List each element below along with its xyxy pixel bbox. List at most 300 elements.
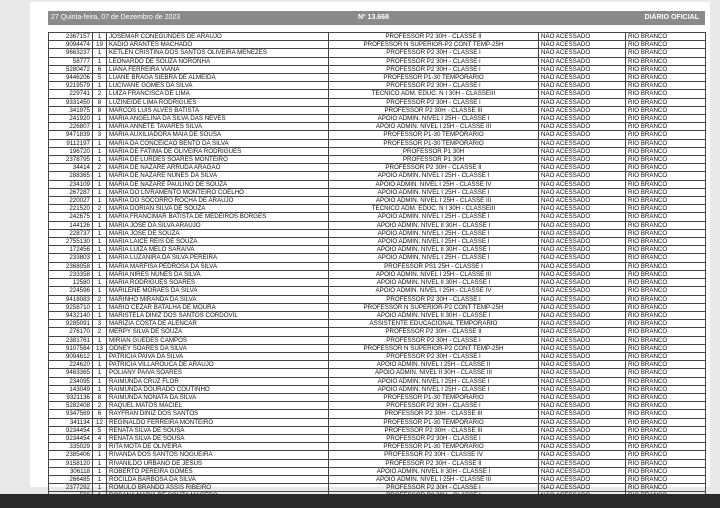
- cell-municipio: RIO BRANCO: [626, 41, 706, 49]
- cell-vinculo: 2: [93, 164, 107, 172]
- cell-nome: MARILENE MORAES DA SILVA: [107, 287, 329, 295]
- cell-matricula: 9663237: [49, 49, 93, 57]
- cell-situacao: NÃO ACESSADO: [539, 443, 626, 451]
- cell-municipio: RIO BRANCO: [626, 320, 706, 328]
- cell-situacao: NÃO ACESSADO: [539, 475, 626, 483]
- cell-cargo: APOIO ADMIN. NIVEL II 30H - CLASSE I: [329, 221, 539, 229]
- cell-cargo: APOIO ADMIN. NIVEL II 30H - CLASSE I: [329, 279, 539, 287]
- cell-cargo: PROFESSOR P1-30 TEMPORARIO: [329, 74, 539, 82]
- table-row: [49, 49, 706, 57]
- cell-municipio: RIO BRANCO: [626, 221, 706, 229]
- cell-vinculo: 1: [93, 147, 107, 155]
- cell-cargo: PROFESSOR P2 30H - CLASSE III: [329, 410, 539, 418]
- cell-cargo: APOIO ADMIN. NIVEL I 25H - CLASSE I: [329, 254, 539, 262]
- cell-nome: MARIA DO SOCORRO ROCHA DE ARAUJO: [107, 197, 329, 205]
- cell-vinculo: 1: [93, 484, 107, 492]
- cell-matricula: 2381761: [49, 336, 93, 344]
- cell-municipio: RIO BRANCO: [626, 303, 706, 311]
- cell-situacao: NÃO ACESSADO: [539, 65, 626, 73]
- cell-municipio: RIO BRANCO: [626, 98, 706, 106]
- cell-cargo: APOIO ADMIN. NIVEL II 30H - CLASSE I: [329, 311, 539, 319]
- cell-cargo: PROFESSOR P2 30H - CLASSE II: [329, 328, 539, 336]
- cell-municipio: RIO BRANCO: [626, 74, 706, 82]
- cell-matricula: 224596: [49, 287, 93, 295]
- cell-cargo: TECNICO ADM. EDUC. N I 30H - CLASSEIII: [329, 205, 539, 213]
- cell-vinculo: 1: [93, 123, 107, 131]
- cell-cargo: PROFESSOR P2 30H - CLASSE I: [329, 295, 539, 303]
- cell-vinculo: 13: [93, 344, 107, 352]
- table-row: [49, 74, 706, 82]
- cell-vinculo: 1: [93, 33, 107, 41]
- cell-vinculo: 6: [93, 410, 107, 418]
- cell-matricula: 228737: [49, 229, 93, 237]
- cell-matricula: 9107584: [49, 344, 93, 352]
- cell-nome: ROCILDA BARBOSA DA SILVA: [107, 475, 329, 483]
- table-row: [49, 279, 706, 287]
- cell-vinculo: 3: [93, 131, 107, 139]
- cell-matricula: 234109: [49, 180, 93, 188]
- cell-situacao: NÃO ACESSADO: [539, 320, 626, 328]
- cell-nome: MARIA DE NAZARE PAULINO DE SOUZA: [107, 180, 329, 188]
- cell-municipio: RIO BRANCO: [626, 57, 706, 65]
- cell-matricula: 233803: [49, 254, 93, 262]
- cell-municipio: RIO BRANCO: [626, 336, 706, 344]
- cell-municipio: RIO BRANCO: [626, 410, 706, 418]
- cell-situacao: NÃO ACESSADO: [539, 164, 626, 172]
- cell-situacao: NÃO ACESSADO: [539, 115, 626, 123]
- cell-matricula: 220027: [49, 197, 93, 205]
- cell-vinculo: 1: [93, 57, 107, 65]
- cell-nome: MARIA DO LIVRAMENTO MONTEIRO COELHO: [107, 188, 329, 196]
- table-row: [49, 443, 706, 451]
- cell-nome: MIRIAN GUEDES CAMPOS: [107, 336, 329, 344]
- cell-municipio: RIO BRANCO: [626, 361, 706, 369]
- cell-matricula: 341975: [49, 106, 93, 114]
- cell-situacao: NÃO ACESSADO: [539, 295, 626, 303]
- cell-nome: MARCOS LUIS ALVES BATISTA: [107, 106, 329, 114]
- cell-municipio: RIO BRANCO: [626, 418, 706, 426]
- cell-cargo: PROFESSOR N SUPERIOR-P2 CONT TEMP-25H: [329, 303, 539, 311]
- cell-municipio: RIO BRANCO: [626, 238, 706, 246]
- table-row: [49, 180, 706, 188]
- cell-cargo: PROFESSOR P2 30H - CLASSE I: [329, 57, 539, 65]
- cell-nome: RAYFRAN DINIZ DOS SANTOS: [107, 410, 329, 418]
- cell-nome: MARIA LUZANIRA DA SILVA PEREIRA: [107, 254, 329, 262]
- table-row: [49, 467, 706, 475]
- cell-vinculo: 2: [93, 205, 107, 213]
- cell-municipio: RIO BRANCO: [626, 484, 706, 492]
- cell-nome: MARIA JOSE DA SILVA ARAUJO: [107, 221, 329, 229]
- cell-vinculo: 12: [93, 418, 107, 426]
- cell-situacao: NÃO ACESSADO: [539, 180, 626, 188]
- table-row: [49, 475, 706, 483]
- cell-matricula: 172456: [49, 246, 93, 254]
- cell-matricula: 288365: [49, 172, 93, 180]
- cell-matricula: 335029: [49, 443, 93, 451]
- cell-nome: PATRICIA VILLAROUCA DE ARAUJO: [107, 361, 329, 369]
- cell-cargo: PROFESSOR P2 30H - CLASSE I: [329, 49, 539, 57]
- cell-vinculo: 2: [93, 295, 107, 303]
- cell-matricula: 341134: [49, 418, 93, 426]
- cell-matricula: 5280472: [49, 65, 93, 73]
- cell-municipio: RIO BRANCO: [626, 443, 706, 451]
- table-row: [49, 377, 706, 385]
- cell-municipio: RIO BRANCO: [626, 229, 706, 237]
- cell-vinculo: 1: [93, 238, 107, 246]
- table-row: [49, 385, 706, 393]
- cell-vinculo: 1: [93, 254, 107, 262]
- cell-cargo: PROFESSOR P1-30 TEMPORARIO: [329, 393, 539, 401]
- cell-situacao: NÃO ACESSADO: [539, 352, 626, 360]
- cell-situacao: NÃO ACESSADO: [539, 172, 626, 180]
- cell-nome: MARIA DORIAN SILVA DE SOUZA: [107, 205, 329, 213]
- cell-cargo: PROFESSOR P1-30 TEMPORARIO: [329, 139, 539, 147]
- cell-municipio: RIO BRANCO: [626, 393, 706, 401]
- cell-matricula: 12580: [49, 279, 93, 287]
- cell-situacao: NÃO ACESSADO: [539, 484, 626, 492]
- cell-situacao: NÃO ACESSADO: [539, 123, 626, 131]
- table-row: [49, 254, 706, 262]
- cell-cargo: APOIO ADMIN. NIVEL I 25H - CLASSE I: [329, 377, 539, 385]
- cell-cargo: PROFESSOR P2 30H - CLASSE I: [329, 336, 539, 344]
- cell-cargo: PROFESSOR PS1 25H - CLASSE I: [329, 262, 539, 270]
- cell-cargo: APOIO ADMIN. NIVEL I 25H - CLASSE I: [329, 385, 539, 393]
- cell-situacao: NÃO ACESSADO: [539, 82, 626, 90]
- cell-matricula: 266485: [49, 475, 93, 483]
- cell-vinculo: 3: [93, 320, 107, 328]
- cell-vinculo: 1: [93, 467, 107, 475]
- cell-matricula: 233358: [49, 270, 93, 278]
- cell-municipio: RIO BRANCO: [626, 475, 706, 483]
- cell-cargo: PROFESSOR P2 30H - CLASSE I: [329, 484, 539, 492]
- cell-vinculo: 1: [93, 115, 107, 123]
- cell-nome: MARIA ANGELINA DA SILVA DAS NEVES: [107, 115, 329, 123]
- cell-nome: MARIA DE NAZARE ARRUDA ARAGAO: [107, 164, 329, 172]
- cell-nome: REGINALDO FERREIRA MONTEIRO: [107, 418, 329, 426]
- cell-nome: RENATA SILVA DE SOUSA: [107, 426, 329, 434]
- cell-municipio: RIO BRANCO: [626, 426, 706, 434]
- cell-municipio: RIO BRANCO: [626, 434, 706, 442]
- cell-municipio: RIO BRANCO: [626, 65, 706, 73]
- cell-vinculo: 1: [93, 180, 107, 188]
- cell-situacao: NÃO ACESSADO: [539, 33, 626, 41]
- cell-municipio: RIO BRANCO: [626, 197, 706, 205]
- cell-nome: MARIA NIRES NUNES DA SILVA: [107, 270, 329, 278]
- cell-cargo: PROFESSOR P2 30H - CLASSE I: [329, 82, 539, 90]
- cell-situacao: NÃO ACESSADO: [539, 197, 626, 205]
- cell-vinculo: 3: [93, 443, 107, 451]
- cell-situacao: NÃO ACESSADO: [539, 467, 626, 475]
- cell-nome: MERPY SILVA DE SOUZA: [107, 328, 329, 336]
- cell-municipio: RIO BRANCO: [626, 123, 706, 131]
- cell-matricula: 9094612: [49, 352, 93, 360]
- cell-cargo: APOIO ADMIN. NIVEL I 25H - CLASSE IV: [329, 287, 539, 295]
- table-row: [49, 82, 706, 90]
- cell-municipio: RIO BRANCO: [626, 156, 706, 164]
- cell-vinculo: 1: [93, 451, 107, 459]
- cell-matricula: 9347569: [49, 410, 93, 418]
- cell-vinculo: 1: [93, 197, 107, 205]
- cell-vinculo: 1: [93, 459, 107, 467]
- cell-nome: LUCIVANE GOMES DA SILVA: [107, 82, 329, 90]
- cell-matricula: 9219579: [49, 82, 93, 90]
- table-row: [49, 123, 706, 131]
- cell-situacao: NÃO ACESSADO: [539, 49, 626, 57]
- cell-matricula: 9158120: [49, 459, 93, 467]
- cell-municipio: RIO BRANCO: [626, 295, 706, 303]
- cell-nome: MARIA AUXILIADORA MAIA DE SOUSA: [107, 131, 329, 139]
- cell-situacao: NÃO ACESSADO: [539, 262, 626, 270]
- table-row: [49, 361, 706, 369]
- cell-vinculo: 1: [93, 311, 107, 319]
- cell-vinculo: 1: [93, 172, 107, 180]
- cell-municipio: RIO BRANCO: [626, 279, 706, 287]
- table-row: [49, 311, 706, 319]
- table-row: [49, 434, 706, 442]
- table-row: [49, 320, 706, 328]
- cell-cargo: PROFESSOR P1 30H: [329, 156, 539, 164]
- header-date: 27 Quinta-feira, 07 de Dezembro de 2023: [51, 14, 181, 21]
- cell-vinculo: 6: [93, 65, 107, 73]
- cell-situacao: NÃO ACESSADO: [539, 287, 626, 295]
- cell-situacao: NÃO ACESSADO: [539, 213, 626, 221]
- cell-nome: MARIA FRANCIMAR BATISTA DE MEDEIROS BORGES: [107, 213, 329, 221]
- table-row: [49, 147, 706, 155]
- cell-matricula: 9331450: [49, 98, 93, 106]
- table-row: [49, 451, 706, 459]
- staff-table: [48, 32, 706, 501]
- cell-vinculo: 8: [93, 393, 107, 401]
- cell-situacao: NÃO ACESSADO: [539, 451, 626, 459]
- table-row: [49, 426, 706, 434]
- table-row: [49, 172, 706, 180]
- cell-vinculo: 1: [93, 385, 107, 393]
- cell-situacao: NÃO ACESSADO: [539, 369, 626, 377]
- cell-vinculo: 1: [93, 82, 107, 90]
- cell-vinculo: 1: [93, 369, 107, 377]
- cell-vinculo: 1: [93, 475, 107, 483]
- cell-nome: MARIZIA COSTA DE ALENCAR: [107, 320, 329, 328]
- cell-municipio: RIO BRANCO: [626, 164, 706, 172]
- cell-situacao: NÃO ACESSADO: [539, 402, 626, 410]
- cell-nome: LUIZA FRANCISCA DE LIMA: [107, 90, 329, 98]
- cell-nome: PATRICIA PAIVA DA SILVA: [107, 352, 329, 360]
- table-row: [49, 41, 706, 49]
- cell-municipio: RIO BRANCO: [626, 172, 706, 180]
- cell-nome: ROBERTO PEREIRA GOMES: [107, 467, 329, 475]
- cell-situacao: NÃO ACESSADO: [539, 147, 626, 155]
- table-row: [49, 336, 706, 344]
- page-header: [48, 11, 705, 25]
- table-row: [49, 344, 706, 352]
- cell-nome: MARIA MARFISA PEDROSA DA SILVA: [107, 262, 329, 270]
- cell-cargo: PROFESSOR P1 30H: [329, 147, 539, 155]
- cell-nome: MARIA DE NAZARE NUNES DA SILVA: [107, 172, 329, 180]
- table-row: [49, 164, 706, 172]
- cell-municipio: RIO BRANCO: [626, 139, 706, 147]
- cell-matricula: 9418083: [49, 295, 93, 303]
- cell-municipio: RIO BRANCO: [626, 385, 706, 393]
- cell-situacao: NÃO ACESSADO: [539, 229, 626, 237]
- cell-vinculo: 1: [93, 377, 107, 385]
- cell-cargo: PROFESSOR P1-30 TEMPORARIO: [329, 418, 539, 426]
- cell-vinculo: 1: [93, 139, 107, 147]
- cell-nome: RIVANILDO URBANO DE JESUS: [107, 459, 329, 467]
- cell-nome: MARIO CEZAR BATALHA DE MOURA: [107, 303, 329, 311]
- cell-situacao: NÃO ACESSADO: [539, 418, 626, 426]
- cell-matricula: 9446206: [49, 74, 93, 82]
- cell-vinculo: 1: [93, 188, 107, 196]
- cell-cargo: APOIO ADMIN. NIVEL I 25H - CLASSE III: [329, 123, 539, 131]
- cell-nome: LIANA FERREIRA VIANA: [107, 65, 329, 73]
- cell-nome: MARIA LUIZA MELO SARAIVA: [107, 246, 329, 254]
- cell-cargo: PROFESSOR N SUPERIOR-P2 CONT TEMP-25H: [329, 41, 539, 49]
- cell-matricula: 276170: [49, 328, 93, 336]
- table-row: [49, 131, 706, 139]
- cell-nome: RAIMUNDA DOURADO COUTINHO: [107, 385, 329, 393]
- cell-matricula: 9094474: [49, 41, 93, 49]
- cell-matricula: 9471839: [49, 131, 93, 139]
- cell-vinculo: 5: [93, 426, 107, 434]
- cell-matricula: 229741: [49, 90, 93, 98]
- cell-matricula: 2755130: [49, 238, 93, 246]
- cell-cargo: PROFESSOR P2 30H - CLASSE III: [329, 426, 539, 434]
- cell-situacao: NÃO ACESSADO: [539, 279, 626, 287]
- newspaper-page: [30, 2, 710, 492]
- cell-cargo: PROFESSOR P2 30H - CLASSE II: [329, 164, 539, 172]
- cell-matricula: 144126: [49, 221, 93, 229]
- cell-situacao: NÃO ACESSADO: [539, 393, 626, 401]
- cell-situacao: NÃO ACESSADO: [539, 57, 626, 65]
- cell-cargo: PROFESSOR P2 30H - CLASSE I: [329, 352, 539, 360]
- cell-situacao: NÃO ACESSADO: [539, 344, 626, 352]
- cell-cargo: PROFESSOR P1-30 TEMPORARIO: [329, 443, 539, 451]
- cell-municipio: RIO BRANCO: [626, 254, 706, 262]
- cell-matricula: 241920: [49, 115, 93, 123]
- cell-municipio: RIO BRANCO: [626, 213, 706, 221]
- cell-vinculo: 1: [93, 361, 107, 369]
- cell-situacao: NÃO ACESSADO: [539, 361, 626, 369]
- cell-municipio: RIO BRANCO: [626, 344, 706, 352]
- cell-situacao: NÃO ACESSADO: [539, 221, 626, 229]
- cell-vinculo: 5: [93, 74, 107, 82]
- cell-vinculo: 1: [93, 213, 107, 221]
- cell-nome: POLIANY PAIVA SOARES: [107, 369, 329, 377]
- cell-nome: RIVANDA DOS SANTOS NOGUEIRA: [107, 451, 329, 459]
- table-row: [49, 115, 706, 123]
- cell-matricula: 234095: [49, 377, 93, 385]
- table-row: [49, 402, 706, 410]
- table-row: [49, 459, 706, 467]
- table-row: [49, 262, 706, 270]
- cell-situacao: NÃO ACESSADO: [539, 410, 626, 418]
- cell-cargo: PROFESSOR N SUPERIOR-P2 CONT TEMP-25H: [329, 344, 539, 352]
- cell-cargo: APOIO ADMIN. NIVEL I 25H - CLASSE I: [329, 213, 539, 221]
- table-row: [49, 418, 706, 426]
- cell-municipio: RIO BRANCO: [626, 328, 706, 336]
- cell-vinculo: 1: [93, 352, 107, 360]
- cell-municipio: RIO BRANCO: [626, 287, 706, 295]
- cell-vinculo: 8: [93, 98, 107, 106]
- cell-situacao: NÃO ACESSADO: [539, 41, 626, 49]
- table-row: [49, 139, 706, 147]
- cell-vinculo: 1: [93, 303, 107, 311]
- cell-vinculo: 1: [93, 270, 107, 278]
- cell-municipio: RIO BRANCO: [626, 115, 706, 123]
- staff-table-body: [49, 33, 706, 501]
- cell-municipio: RIO BRANCO: [626, 205, 706, 213]
- cell-municipio: RIO BRANCO: [626, 270, 706, 278]
- cell-vinculo: 2: [93, 90, 107, 98]
- table-row: [49, 246, 706, 254]
- table-row: [49, 295, 706, 303]
- cell-matricula: 5282408: [49, 402, 93, 410]
- cell-matricula: 224620: [49, 361, 93, 369]
- cell-situacao: NÃO ACESSADO: [539, 188, 626, 196]
- cell-situacao: NÃO ACESSADO: [539, 254, 626, 262]
- cell-nome: MARINHO MIRANDA DA SILVA: [107, 295, 329, 303]
- cell-cargo: PROFESSOR P2 30H - CLASSE II: [329, 459, 539, 467]
- cell-municipio: RIO BRANCO: [626, 467, 706, 475]
- cell-vinculo: 1: [93, 156, 107, 164]
- cell-matricula: 9285091: [49, 320, 93, 328]
- cell-nome: LUZINEIDE LIMA RODRIGUES: [107, 98, 329, 106]
- cell-nome: MARIA RODRIGUES SOARES: [107, 279, 329, 287]
- cell-situacao: NÃO ACESSADO: [539, 98, 626, 106]
- cell-situacao: NÃO ACESSADO: [539, 246, 626, 254]
- cell-vinculo: 19: [93, 41, 107, 49]
- cell-nome: MARIA LAICE REIS DE SOUZA: [107, 238, 329, 246]
- table-row: [49, 270, 706, 278]
- cell-vinculo: 4: [93, 434, 107, 442]
- cell-matricula: 9258710: [49, 303, 93, 311]
- cell-nome: MARIA ANNETE TAVARES SILVA: [107, 123, 329, 131]
- table-row: [49, 352, 706, 360]
- cell-matricula: 58777: [49, 57, 93, 65]
- cell-cargo: APOIO ADMIN. NIVEL I 25H - CLASSE II: [329, 361, 539, 369]
- cell-vinculo: 1: [93, 262, 107, 270]
- cell-matricula: 242675: [49, 213, 93, 221]
- cell-matricula: 34414: [49, 164, 93, 172]
- cell-cargo: TECNICO ADM. EDUC. N I 30H - CLASSEIII: [329, 90, 539, 98]
- table-row: [49, 98, 706, 106]
- cell-municipio: RIO BRANCO: [626, 49, 706, 57]
- cell-matricula: 306118: [49, 467, 93, 475]
- table-row: [49, 393, 706, 401]
- cell-municipio: RIO BRANCO: [626, 459, 706, 467]
- cell-situacao: NÃO ACESSADO: [539, 106, 626, 114]
- cell-matricula: 2367157: [49, 33, 93, 41]
- cell-municipio: RIO BRANCO: [626, 180, 706, 188]
- cell-situacao: NÃO ACESSADO: [539, 74, 626, 82]
- table-row: [49, 197, 706, 205]
- cell-cargo: APOIO ADMIN. NIVEL I 25H - CLASSE IV: [329, 180, 539, 188]
- cell-cargo: PROFESSOR P2 30H - CLASSE II: [329, 33, 539, 41]
- cell-cargo: APOIO ADMIN. NIVEL I 25H - CLASSE III: [329, 197, 539, 205]
- cell-vinculo: 1: [93, 229, 107, 237]
- cell-cargo: PROFESSOR P2 30H - CLASSE I: [329, 98, 539, 106]
- cell-vinculo: 1: [93, 279, 107, 287]
- cell-matricula: 9234454: [49, 426, 93, 434]
- cell-situacao: NÃO ACESSADO: [539, 328, 626, 336]
- cell-vinculo: 1: [93, 287, 107, 295]
- cell-vinculo: 2: [93, 328, 107, 336]
- table-row: [49, 303, 706, 311]
- cell-nome: ROMULO BRANDO ASSIS RIBEIRO: [107, 484, 329, 492]
- cell-nome: RITA MOTA DE OLIVEIRA: [107, 443, 329, 451]
- cell-cargo: APOIO ADMIN. NIVEL II 30H - CLASSE I: [329, 246, 539, 254]
- cell-situacao: NÃO ACESSADO: [539, 205, 626, 213]
